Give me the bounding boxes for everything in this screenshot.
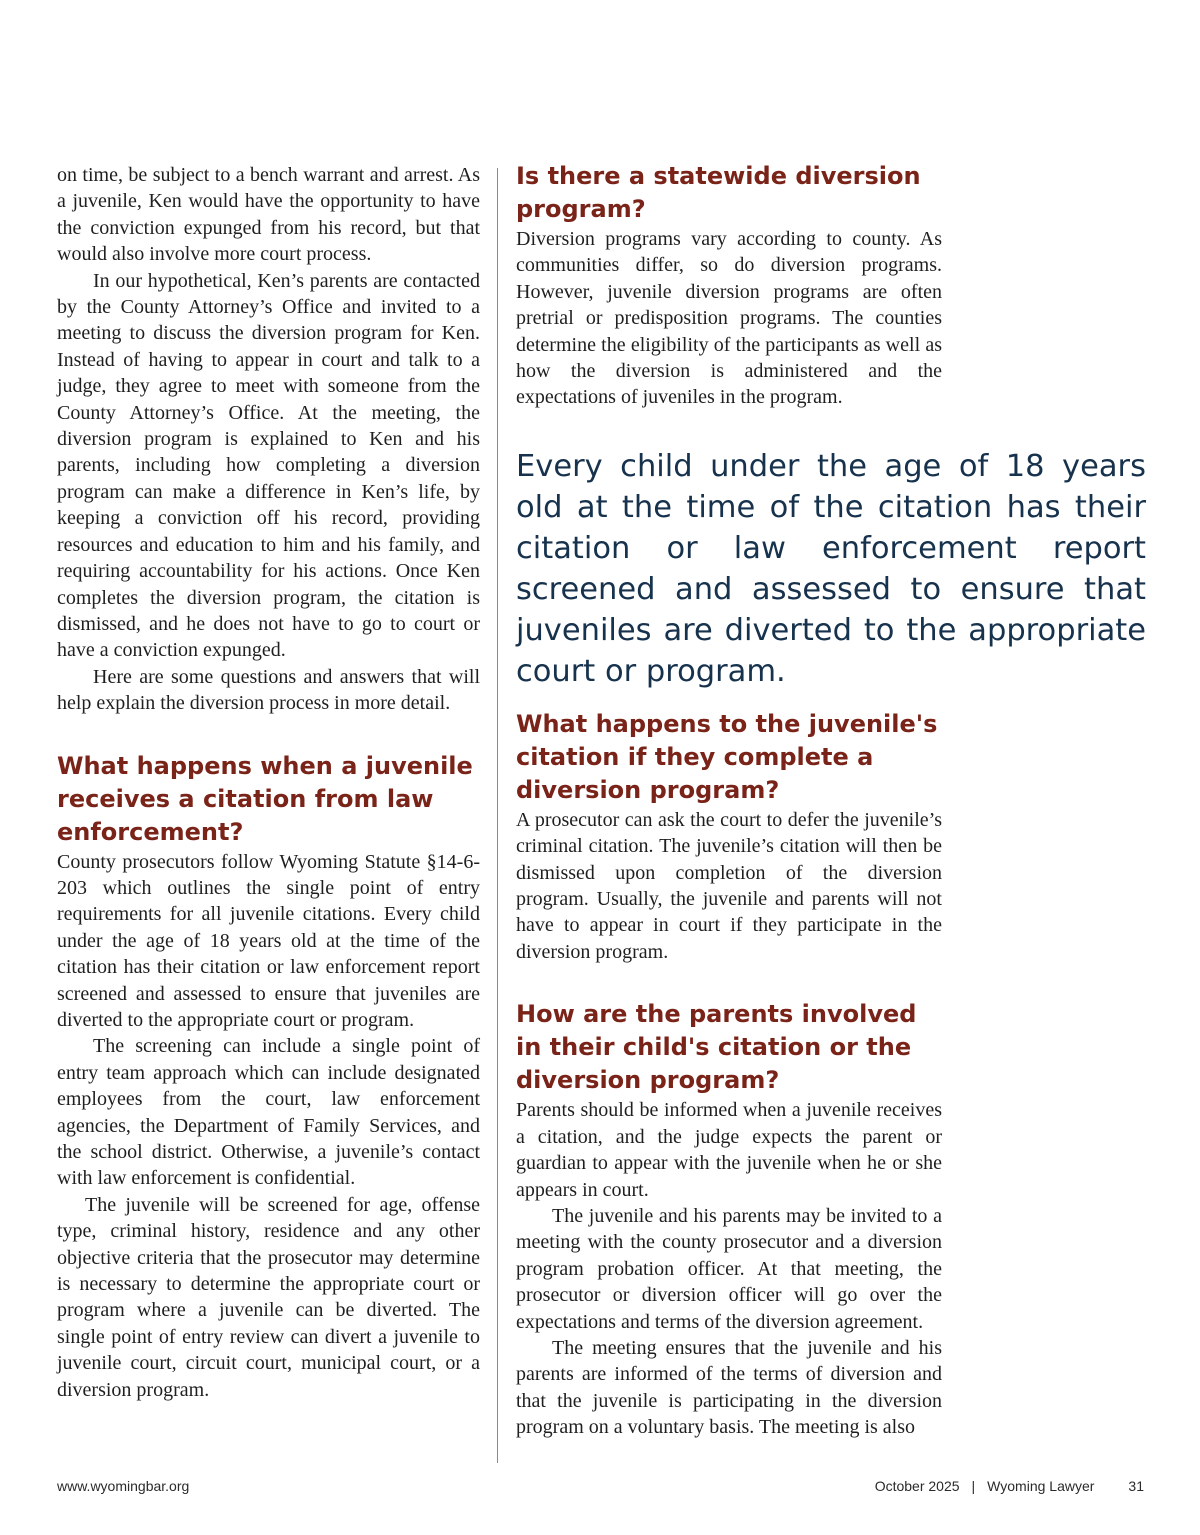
section-heading: How are the parents involved in their child's citation or the diversion program? bbox=[516, 1000, 917, 1095]
body-paragraph: Parents should be informed when a juvenile receives a citation, and the judge expects the parent or guardian to appear with the juvenile when he or she appears in court. bbox=[516, 1099, 942, 1201]
body-paragraph: The screening can include a single point of entry team approach which can include designated employees from the court, law enforcement agencies, the Department of Family Services, and the school district. Otherwise, a juvenile’s contact with law enforcement is confidential. bbox=[57, 1035, 480, 1190]
pull-quote: Every child under the age of 18 years old at the time of the citation has their citation or law enforcement report screened and assessed to ensure that juveniles are diverted to the appropriate court or program. bbox=[516, 449, 1146, 689]
body-paragraph: The juvenile will be screened for age, offense type, criminal history, residence and any other objective criteria that the prosecutor may determine is necessary to determine the appropriate court or program where a juvenile can be diverted. The single point of entry review can divert a juvenile to juvenile court, circuit court, municipal court, or a diversion program. bbox=[57, 1193, 480, 1401]
column-divider bbox=[497, 168, 498, 1463]
body-paragraph: County prosecutors follow Wyoming Statute §14-6-203 which outlines the single point of entry requirements for all juvenile citations. Every child under the age of 18 years old at the time of the citation has their citation or law enforcement report screened and assessed to ensure that juveniles are diverted to the appropriate court or program. bbox=[57, 850, 480, 1031]
section-heading: What happens when a juvenile receives a citation from law enforcement? bbox=[57, 751, 473, 846]
footer-separator: | bbox=[971, 1478, 976, 1494]
body-paragraph: Diversion programs vary according to county. As communities differ, so do diversion programs. However, juvenile diversion programs are often pretrial or predisposition programs. The counties determine the eligibility of the participants as well as how the diversion is administered and the expectations of juveniles in the program. bbox=[516, 228, 942, 409]
footer-publication: Wyoming Lawyer bbox=[987, 1478, 1095, 1494]
body-paragraph: In our hypothetical, Ken’s parents are contacted by the County Attorney’s Office and invited to a meeting to discuss the diversion program for Ken. Instead of having to appear in court and talk to a judge, they agree to meet with someone from the County Attorney’s Office. At the meeting, the diversion program is explained to Ken and his parents, including how completing a diversion program can make a difference in Ken’s life, by keeping a conviction off his record, providing resources and education to him and his family, and requiring accountability for his actions. Once Ken completes the diversion program, the citation is dismissed, and he does not have to go to court or have a conviction expunged. bbox=[57, 269, 480, 662]
footer-website: www.wyomingbar.org bbox=[57, 1478, 190, 1494]
section-heading: Is there a statewide diversion program? bbox=[516, 162, 921, 223]
right-column bbox=[516, 160, 942, 1441]
body-paragraph: The meeting ensures that the juvenile and his parents are informed of the terms of diversion and that the juvenile is participating in the diversion program on a voluntary basis. The meeting is also bbox=[516, 1336, 942, 1439]
page-number: 31 bbox=[1128, 1478, 1144, 1494]
body-paragraph: on time, be subject to a bench warrant and arrest. As a juvenile, Ken would have the opportunity to have the conviction expunged from his record, but that would also involve more court process. bbox=[57, 164, 480, 266]
footer-info bbox=[875, 1478, 1144, 1494]
body-paragraph: The juvenile and his parents may be invited to a meeting with the county prosecutor and a diversion program probation officer. At that meeting, the prosecutor or diversion officer will go over the expectations and terms of the diversion agreement. bbox=[516, 1204, 942, 1333]
body-paragraph: Here are some questions and answers that will help explain the diversion process in more detail. bbox=[57, 665, 480, 715]
section-heading: What happens to the juvenile's citation if they complete a diversion program? bbox=[516, 709, 938, 804]
left-column bbox=[57, 162, 480, 1403]
body-paragraph: A prosecutor can ask the court to defer the juvenile’s criminal citation. The juvenile’s citation will then be dismissed upon completion of the diversion program. Usually, the juvenile and parents will not have to appear in court if they participate in the diversion program. bbox=[516, 808, 942, 963]
footer-date: October 2025 bbox=[874, 1478, 960, 1494]
